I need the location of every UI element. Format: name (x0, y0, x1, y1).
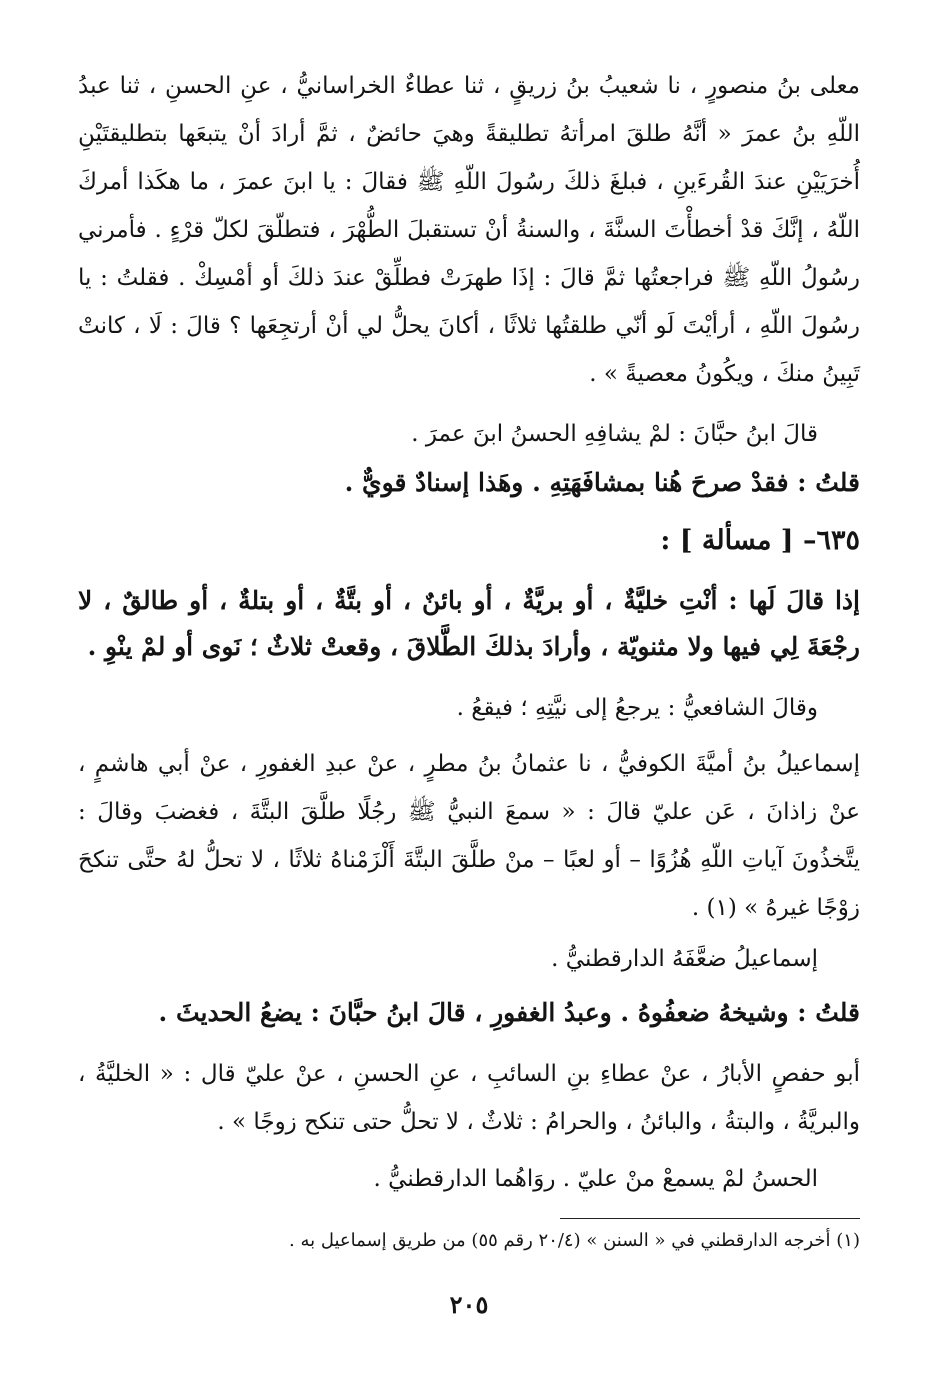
hadith-paragraph-2: إسماعيلُ بنُ أميَّةَ الكوفيُّ ، نا عثمانُ بنُ مطرٍ ، عنْ عبدِ الغفورِ ، عنْ أبي هاشمٍ ، عنْ زاذانَ ، عَن عليّ قالَ : « سمعَ النبيُّ ﷺ رجُلًا طلَّقَ البتَّةَ ، فغضبَ وقالَ : يتَّخذُونَ آياتِ اللّهِ هُزُوًا – أو لعبًا – منْ طلَّقَ البتَّةَ أَلْزَمْناهُ ثلاثًا ، لا تحلُّ لهُ حتَّى تنكحَ زوْجًا غيرهُ » (١) . (78, 751, 860, 921)
ibn-hibban-note: قالَ ابنُ حبَّانَ : لمْ يشافِهِ الحسنُ ابنَ عمرَ . (411, 421, 818, 447)
hadith-paragraph-3: أبو حفصٍ الأبارُ ، عنْ عطاءِ بنِ السائبِ ، عنِ الحسنِ ، عنْ عليّ قال : « الخليَّةُ ، والبريَّةُ ، والبتةُ ، والبائنُ ، والحرامُ : ثلاثٌ ، لا تحلُّ حتى تنكح زوجًا » . (78, 1061, 860, 1135)
closing-note: الحسنُ لمْ يسمعْ منْ عليّ . روَاهُما الدارقطنيُّ . (373, 1166, 818, 1192)
footnote-area (78, 0, 860, 1384)
hadith-paragraph-1: معلى بنُ منصورٍ ، نا شعيبُ بنُ زريقٍ ، ثنا عطاءٌ الخراسانيُّ ، عنِ الحسنِ ، ثنا عبدُ اللّهِ بنُ عمرَ « أنَّهُ طلقَ امرأتهُ تطليقةً وهيَ حائضٌ ، ثمَّ أرادَ أنْ يتبعَها بتطليقتَيْنِ أُخرَيَيْنِ عندَ القُرءَينِ ، فبلغَ ذلكَ رسُولَ اللّهِ ﷺ فقالَ : يا ابنَ عمرَ ، ما هكَذا أمركَ اللّهُ ، إنَّكَ قدْ أخطأْتَ السنَّةَ ، والسنةُ أنْ تستقبلَ الطُّهْرَ ، فتطلّقَ لكلّ قرْءٍ . فأمرني رسُولُ اللّهِ ﷺ فراجعتُها ثمَّ قالَ : إذَا طهرَتْ فطلِّقْ عندَ ذلكَ أو أمْسِكْ . فقلتُ : يا رسُولَ اللّهِ ، أرأيْتَ لَو أنّي طلقتُها ثلاثًا ، أكانَ يحلُّ لي أنْ أرتجِعَها ؟ قالَ : لَا ، كانتْ تَبِينُ منكَ ، ويكُونُ معصيةً » . (78, 73, 860, 387)
footnote: (١) أخرجه الدارقطني في « السنن » (٢٠/٤ رقم ٥٥) من طريق إسماعيل به . (289, 1230, 860, 1251)
author-comment-2: قلتُ : وشيخهُ ضعفُوهُ . وعبدُ الغفورِ ، قالَ ابنُ حبَّانَ : يضعُ الحديثَ . (158, 998, 860, 1027)
section-heading: ٦٣٥– [ مسألة ] : (660, 525, 860, 556)
shafii-opinion: وقالَ الشافعيُّ : يرجعُ إلى نيَّتِهِ ؛ فيقعُ . (456, 695, 818, 721)
daraqutni-note: إسماعيلُ ضعَّفَهُ الدارقطنيُّ . (551, 946, 818, 972)
page-number: ٢٠٥ (449, 1290, 489, 1319)
issue-statement: إذا قالَ لَها : أنْتِ خليَّةٌ ، أو بريَّةٌ ، أو بائنٌ ، أو بتَّةٌ ، أو بتلةٌ ، أو طالقٌ ، لا رجْعَةَ لِي فيها ولا مثنويّة ، وأرادَ بذلكَ الطَّلاقَ ، وقعتْ ثلاثٌ ؛ نَوى أو لمْ ينْوِ . (78, 586, 860, 661)
author-comment-1: قلتُ : فقدْ صرحَ هُنا بمشافَهَتِهِ . وهَذا إسنادٌ قويٌّ . (344, 468, 860, 497)
